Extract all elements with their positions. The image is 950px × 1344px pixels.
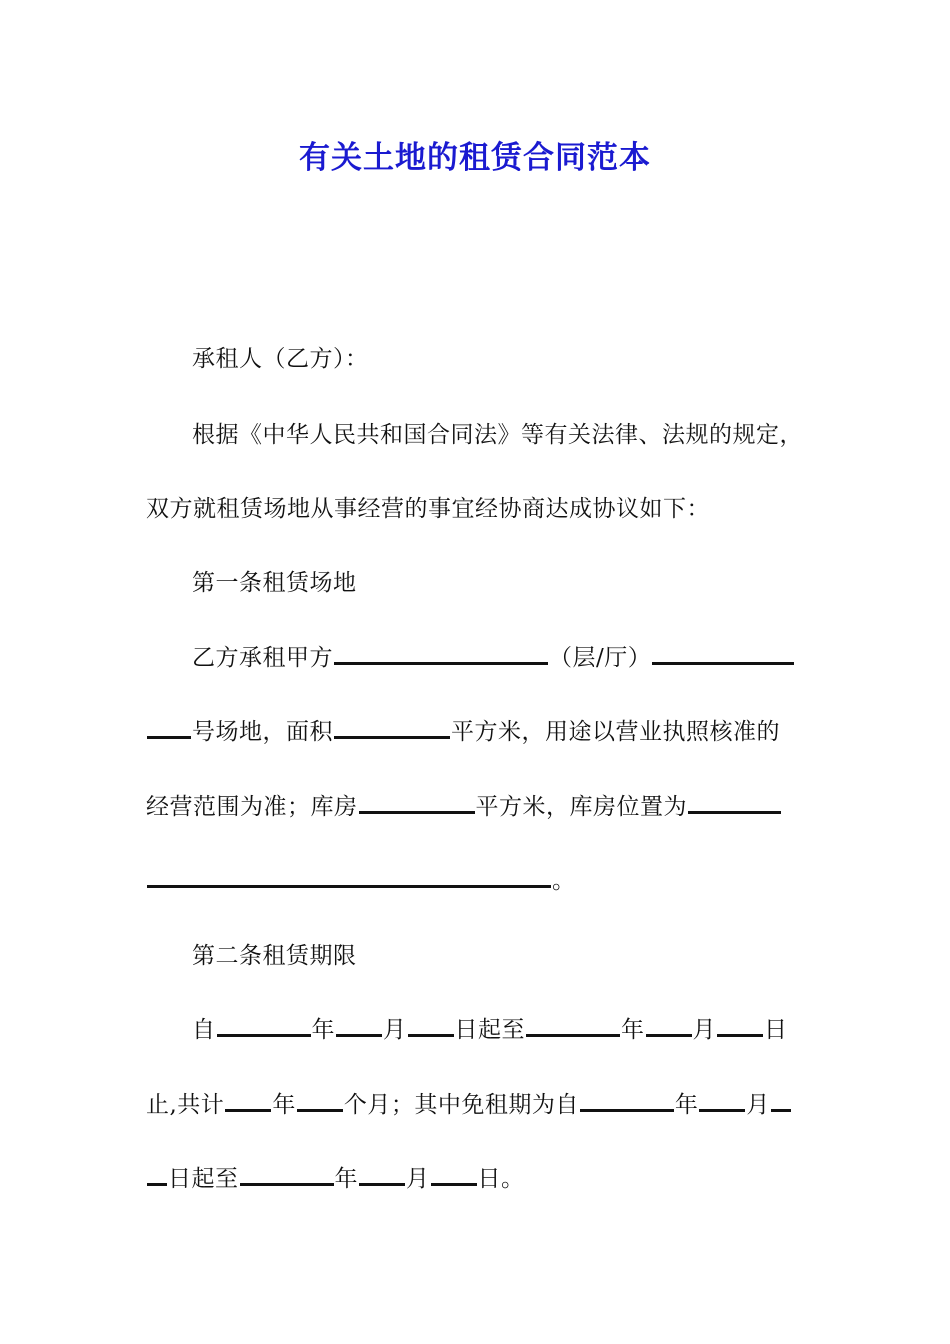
text-segment: 经营范围为准；库房 (146, 794, 358, 820)
article-1-line-1 (192, 643, 795, 673)
blank-field (431, 1165, 477, 1186)
blank-field (147, 867, 551, 888)
blank-field (240, 1165, 334, 1186)
text-segment: 日起至 (454, 1017, 525, 1043)
article-1-title: 第一条租赁场地 (192, 570, 357, 596)
text-segment: 年 (272, 1092, 296, 1118)
blank-field (771, 1091, 791, 1112)
text-segment: （层/厅） (549, 645, 652, 671)
blank-field (336, 1016, 382, 1037)
text-segment: 月 (692, 1017, 716, 1043)
text-segment: 年 (621, 1017, 645, 1043)
blank-field (717, 1016, 763, 1037)
blank-field (217, 1016, 311, 1037)
blank-field (526, 1016, 620, 1037)
blank-field (699, 1091, 745, 1112)
preamble-text-1: 根据《中华人民共和国合同法》等有关法律、法规的规定， (192, 422, 803, 448)
article-2-line-1 (192, 1015, 788, 1045)
text-segment: 平方米，用途以营业执照核准的 (451, 719, 780, 745)
lessee-line (192, 344, 369, 374)
text-segment: 月 (383, 1017, 407, 1043)
text-segment: 乙方承租甲方 (192, 645, 333, 671)
blank-field (147, 1165, 167, 1186)
article-2-title: 第二条租赁期限 (192, 943, 357, 969)
blank-field (334, 644, 548, 665)
text-segment: 号场地，面积 (192, 719, 333, 745)
article-1-line-3 (146, 792, 782, 822)
preamble-line-2 (146, 494, 710, 524)
text-segment: 自 (192, 1017, 216, 1043)
preamble-text-2: 双方就租赁场地从事经营的事宜经协商达成协议如下： (146, 496, 710, 522)
text-segment: 个月；其中免租期为自 (343, 1092, 579, 1118)
blank-field (408, 1016, 454, 1037)
blank-field (646, 1016, 692, 1037)
blank-field (359, 1165, 405, 1186)
blank-field (297, 1091, 343, 1112)
blank-field (652, 644, 794, 665)
article-2-heading (192, 941, 357, 971)
text-segment: 日起至 (168, 1166, 239, 1192)
text-segment: 日 (764, 1017, 788, 1043)
preamble-line-1 (192, 420, 803, 450)
text-segment: 日。 (477, 1166, 525, 1192)
document-title: 有关土地的租赁合同范本 (299, 140, 651, 176)
blank-field (225, 1091, 271, 1112)
article-1-line-4 (146, 866, 576, 896)
blank-field (334, 718, 450, 739)
blank-field (580, 1091, 674, 1112)
text-segment: 月 (406, 1166, 430, 1192)
text-segment: 年 (674, 1092, 699, 1118)
text-segment: 年 (334, 1166, 358, 1192)
article-1-line-2 (146, 717, 780, 747)
blank-field (359, 793, 475, 814)
text-segment: 止,共计 (146, 1092, 225, 1118)
article-2-line-2 (146, 1090, 792, 1120)
article-1-heading (192, 568, 357, 598)
text-segment: 平方米，库房位置为 (475, 794, 687, 820)
article-2-line-3 (146, 1164, 525, 1194)
lessee-label: 承租人（乙方）： (192, 346, 369, 372)
text-segment: 。 (552, 868, 576, 894)
blank-field (688, 793, 781, 814)
text-segment: 年 (311, 1017, 335, 1043)
blank-field (147, 718, 191, 739)
text-segment: 月 (746, 1092, 770, 1118)
